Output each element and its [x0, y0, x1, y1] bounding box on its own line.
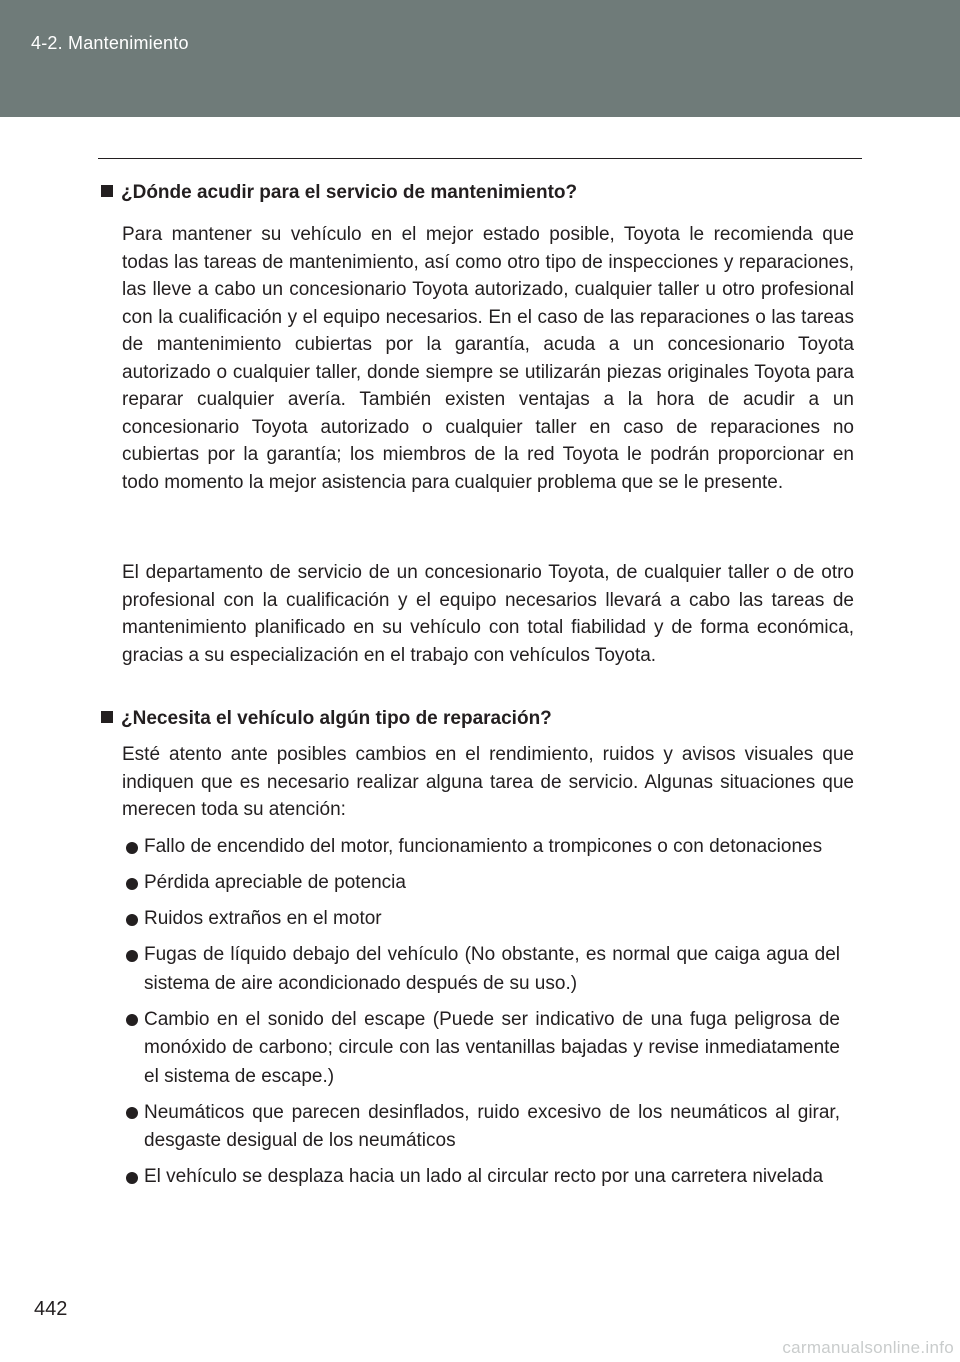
horizontal-rule	[98, 158, 862, 159]
page-header-band	[0, 0, 960, 117]
symptom-list	[126, 833, 840, 1199]
list-item: Fallo de encendido del motor, funcionamiento a trompicones o con detonaciones	[126, 833, 840, 862]
section-heading	[101, 181, 577, 205]
list-item: Fugas de líquido debajo del vehículo (No obstante, es normal que caiga agua del sistema de aire acondicionado después de su uso.)	[126, 941, 840, 998]
section-heading-text: ¿Dónde acudir para el servicio de mantenimiento?	[121, 182, 578, 203]
paragraph: El departamento de servicio de un concesionario Toyota, de cualquier taller o de otro profesional con la cualificación y el equipo necesarios llevará a cabo las tareas de mantenimiento planificado en su vehículo con total fiabilidad y de forma económica, gracias a su especialización en el trabajo con vehículos Toyota.	[122, 562, 854, 666]
list-item: El vehículo se desplaza hacia un lado al circular recto por una carretera nivelada	[126, 1163, 840, 1192]
circle-bullet-icon	[126, 1172, 138, 1184]
section-title: 4-2. Mantenimiento	[31, 33, 189, 53]
circle-bullet-icon	[126, 1014, 138, 1026]
circle-bullet-icon	[126, 842, 138, 854]
square-bullet-icon	[101, 185, 113, 197]
paragraph: Para mantener su vehículo en el mejor estado posible, Toyota le recomienda que todas las tareas de mantenimiento, así como otro tipo de inspecciones y reparaciones, las lleve a cabo un concesionario Toyota autorizado, cualquier taller u otro profesional con la cualificación y el equipo necesarios. En el caso de las reparaciones o las tareas de mantenimiento cubiertas por la garantía, acuda a un concesionario Toyota autorizado o cualquier taller, donde siempre se utilizarán piezas originales Toyota para reparar cualquier avería. También existen ventajas a la hora de acudir a un concesionario Toyota autorizado o cualquier taller en caso de reparaciones no cubiertas por la garantía; los miembros de la red Toyota le podrán proporcionar en todo momento la mejor asistencia para cualquier problema que se le presente.	[122, 224, 854, 493]
paragraph: Esté atento ante posibles cambios en el rendimiento, ruidos y avisos visuales que indiquen que es necesario realizar alguna tarea de servicio. Algunas situaciones que merecen toda su atención:	[122, 744, 854, 820]
list-item: Pérdida apreciable de potencia	[126, 869, 840, 898]
circle-bullet-icon	[126, 1107, 138, 1119]
list-item: Ruidos extraños en el motor	[126, 905, 840, 934]
square-bullet-icon	[101, 711, 113, 723]
list-item: Neumáticos que parecen desinflados, ruido excesivo de los neumáticos al girar, desgaste desigual de los neumáticos	[126, 1099, 840, 1156]
page-number: 442	[34, 1298, 68, 1320]
watermark: carmanualsonline.info	[782, 1338, 954, 1357]
list-item: Cambio en el sonido del escape (Puede ser indicativo de una fuga peligrosa de monóxido de carbono; circule con las ventanillas bajadas y revise inmediatamente el sistema de escape.)	[126, 1006, 840, 1092]
section-heading	[101, 707, 552, 731]
circle-bullet-icon	[126, 878, 138, 890]
circle-bullet-icon	[126, 950, 138, 962]
circle-bullet-icon	[126, 914, 138, 926]
section-heading-text: ¿Necesita el vehículo algún tipo de reparación?	[121, 708, 552, 729]
